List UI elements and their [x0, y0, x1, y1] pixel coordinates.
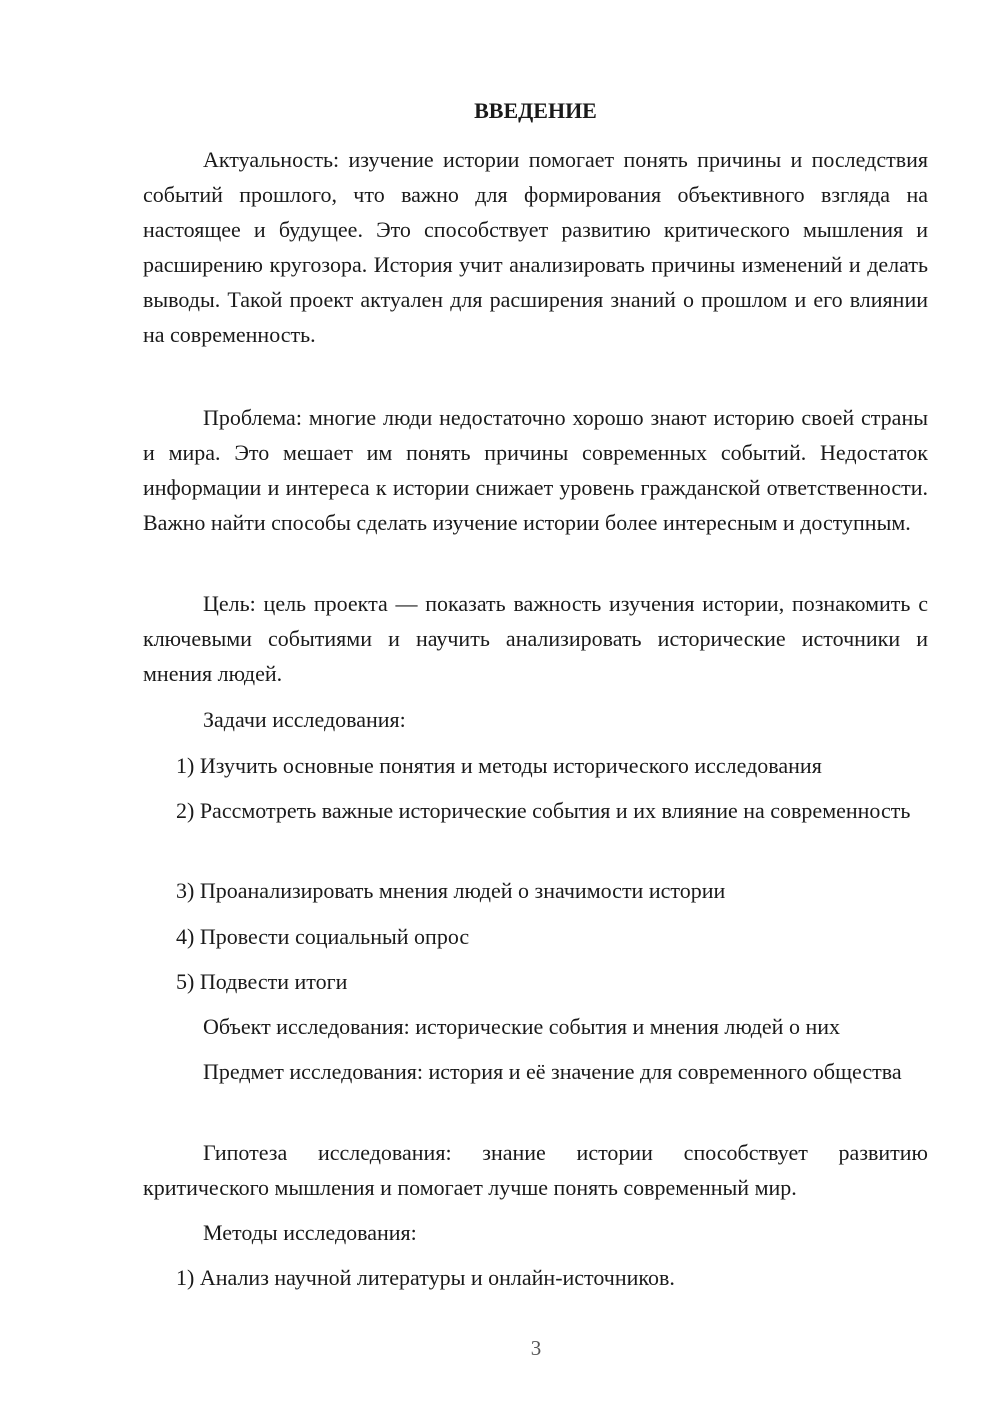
list-item-task-3: 3) Проанализировать мнения людей о значимости истории: [176, 878, 726, 903]
paragraph-object: Объект исследования: исторические события и мнения людей о них: [203, 1014, 841, 1039]
paragraph-relevance: Актуальность: изучение истории помогает понять причины и последствия событий прошлого, что важно для формирования объективного взгляда на настоящее и будущее. Это способствует развитию критического мышления и расширению кругозора. История учит анализировать причины изменений и делать выводы. Такой проект актуален для расширения знаний о прошлом и его влиянии на современность.: [143, 147, 928, 347]
paragraph-methods-heading: Методы исследования:: [203, 1220, 417, 1245]
page-title: ВВЕДЕНИЕ: [474, 98, 597, 123]
paragraph-subject: Предмет исследования: история и её значение для современного общества: [203, 1059, 902, 1084]
page-number: 3: [530, 1336, 542, 1360]
paragraph-hypothesis: Гипотеза исследования: знание истории способствует развитию критического мышления и помогает лучше понять современный мир.: [143, 1140, 928, 1200]
paragraph-problem: Проблема: многие люди недостаточно хорошо знают историю своей страны и мира. Это мешает им понять причины современных событий. Недостаток информации и интереса к истории снижает уровень гражданской ответственности. Важно найти способы сделать изучение истории более интересным и доступным.: [143, 405, 928, 535]
paragraph-tasks-heading: Задачи исследования:: [203, 707, 406, 732]
list-item-task-2: 2) Рассмотреть важные исторические события и их влияние на современность: [176, 798, 911, 823]
list-item-task-1: 1) Изучить основные понятия и методы исторического исследования: [176, 753, 822, 778]
paragraph-goal: Цель: цель проекта — показать важность изучения истории, познакомить с ключевыми событиями и научить анализировать исторические источники и мнения людей.: [143, 591, 928, 686]
list-item-method-1: 1) Анализ научной литературы и онлайн-источников.: [176, 1265, 675, 1290]
list-item-task-5: 5) Подвести итоги: [176, 969, 348, 994]
list-item-task-4: 4) Провести социальный опрос: [176, 924, 470, 949]
